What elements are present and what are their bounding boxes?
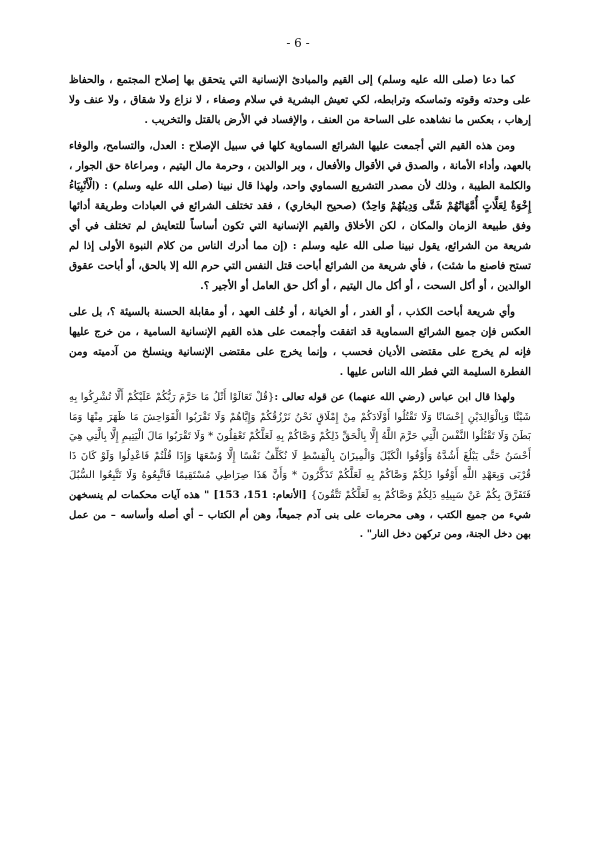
paragraph-shared-values: ومن هذه القيم التي أجمعت عليها الشرائع السماوية كلها في سبيل الإصلاح : العدل، والتسامح، والوفاء بالعهد، وأداء الأمانة ، والصدق في الأقوال والأفعال ، وبر الوالدين ، وحرمة مال اليتيم ، ومراعاة حق الجوار ، والكلمة الطيبة ، وذلك لأن مصدر التشريع السماوي واحد، ولهذا قال نبينا (صلى الله عليه وسلم) : (الْأَنْبِيَاءُ إِخْوَةٌ لِعَلَّاتٍ أُمَّهَاتُهُمْ شَتَّى وَدِينُهُمْ وَاحِدٌ) (صحيح البخاري) ، فقد تختلف الشرائع في العبادات وطريقة أدائها وفق طبيعة الزمان والمكان ، لكن الأخلاق والقيم الإنسانية التي تكون أساساً للتعايش لم تختلف في أي شريعة من الشرائع، يقول نبينا صلى الله عليه وسلم : (إن مما أدرك الناس من كلام النبوة الأولى إذا لم تستح فاصنع ما شئت) ، فأي شريعة من الشرائع أباحت قتل النفس التي حرم الله إلا بالحق، أو أباحت عقوق الوالدين ، أو أكل السحت ، أو أكل مال اليتيم ، أو أكل حق العامل أو الأجير ؟. — [69, 140, 531, 292]
paragraph-ibn-abbas-verse — [69, 388, 531, 545]
quran-verse-text: {قُلْ تَعَالَوْا أَتْلُ مَا حَرَّمَ رَبُّكُمْ عَلَيْكُمْ أَلَّا تُشْرِكُوا بِهِ شَيْئًا وَبِالْوَالِدَيْنِ إِحْسَانًا وَلَا تَقْتُلُوا أَوْلَادَكُمْ مِنْ إِمْلَاقٍ نَحْنُ نَرْزُقُكُمْ وَإِيَّاهُمْ وَلَا تَقْرَبُوا الْفَوَاحِشَ مَا ظَهَرَ مِنْهَا وَمَا بَطَنَ وَلَا تَقْتُلُوا النَّفْسَ الَّتِي حَرَّمَ اللَّهُ إِلَّا بِالْحَقِّ ذَلِكُمْ وَصَّاكُمْ بِهِ لَعَلَّكُمْ تَعْقِلُونَ * وَلَا تَقْرَبُوا مَالَ الْيَتِيمِ إِلَّا بِالَّتِي هِيَ أَحْسَنُ حَتَّى يَبْلُغَ أَشُدَّهُ وَأَوْفُوا الْكَيْلَ وَالْمِيزَانَ بِالْقِسْطِ لَا نُكَلِّفُ نَفْسًا إِلَّا وُسْعَهَا وَإِذَا قُلْتُمْ فَاعْدِلُوا وَلَوْ كَانَ ذَا قُرْبَى وَبِعَهْدِ اللَّهِ أَوْفُوا ذَلِكُمْ وَصَّاكُمْ بِهِ لَعَلَّكُمْ تَذَكَّرُونَ * وَأَنَّ هَذَا صِرَاطِي مُسْتَقِيمًا فَاتَّبِعُوهُ وَلَا تَتَّبِعُوا السُّبُلَ فَتَفَرَّقَ بِكُمْ عَنْ سَبِيلِهِ ذَلِكُمْ وَصَّاكُمْ بِهِ لَعَلَّكُمْ تَتَّقُونَ} — [69, 392, 531, 501]
paragraph-forbidden-acts: وأي شريعة أباحت الكذب ، أو الغدر ، أو الخيانة ، أو خُلف العهد ، أو مقابلة الحسنة بالسيئة ؟، بل على العكس فإن جميع الشرائع السماوية قد اتفقت وأجمعت على هذه القيم الإنسانية السامية ، من خرج عليها فإنه لم يخرج على مقتضى الأديان فحسب ، وإنما يخرج على مقتضى الإنسانية وينسلخ من آدميته ومن الفطرة السليمة التي فطر الله الناس عليها . — [69, 306, 531, 378]
verse-commentary-text: [الأنعام: 151، 153] " هذه آيات محكمات لم ينسخهن شيء من جميع الكتب ، وهى محرمات على بنى آدم جميعاً، وهن أم الكتاب – أي أصله وأساسه – من عمل بهن دخل الجنة، ومن تركهن دخل النار" . — [69, 488, 531, 541]
document-body — [69, 70, 531, 545]
verse-lead-text: ولهذا قال ابن عباس (رضي الله عنهما) عن قوله تعالى : — [274, 391, 515, 403]
page-number: - 6 - — [286, 36, 310, 50]
paragraph-values-intro: كما دعا (صلى الله عليه وسلم) إلى القيم والمبادئ الإنسانية التي يتحقق بها إصلاح المجتمع ، والحفاظ على وحدته وقوته وتماسكه وترابطه، لكي تعيش البشرية في سلام وصفاء ، لا نزاع ولا شقاق ، ولا عنف ولا إرهاب ، بعكس ما نشاهده على الساحة من العنف ، والإفساد في الأرض بالقتل والتخريب . — [69, 74, 531, 126]
